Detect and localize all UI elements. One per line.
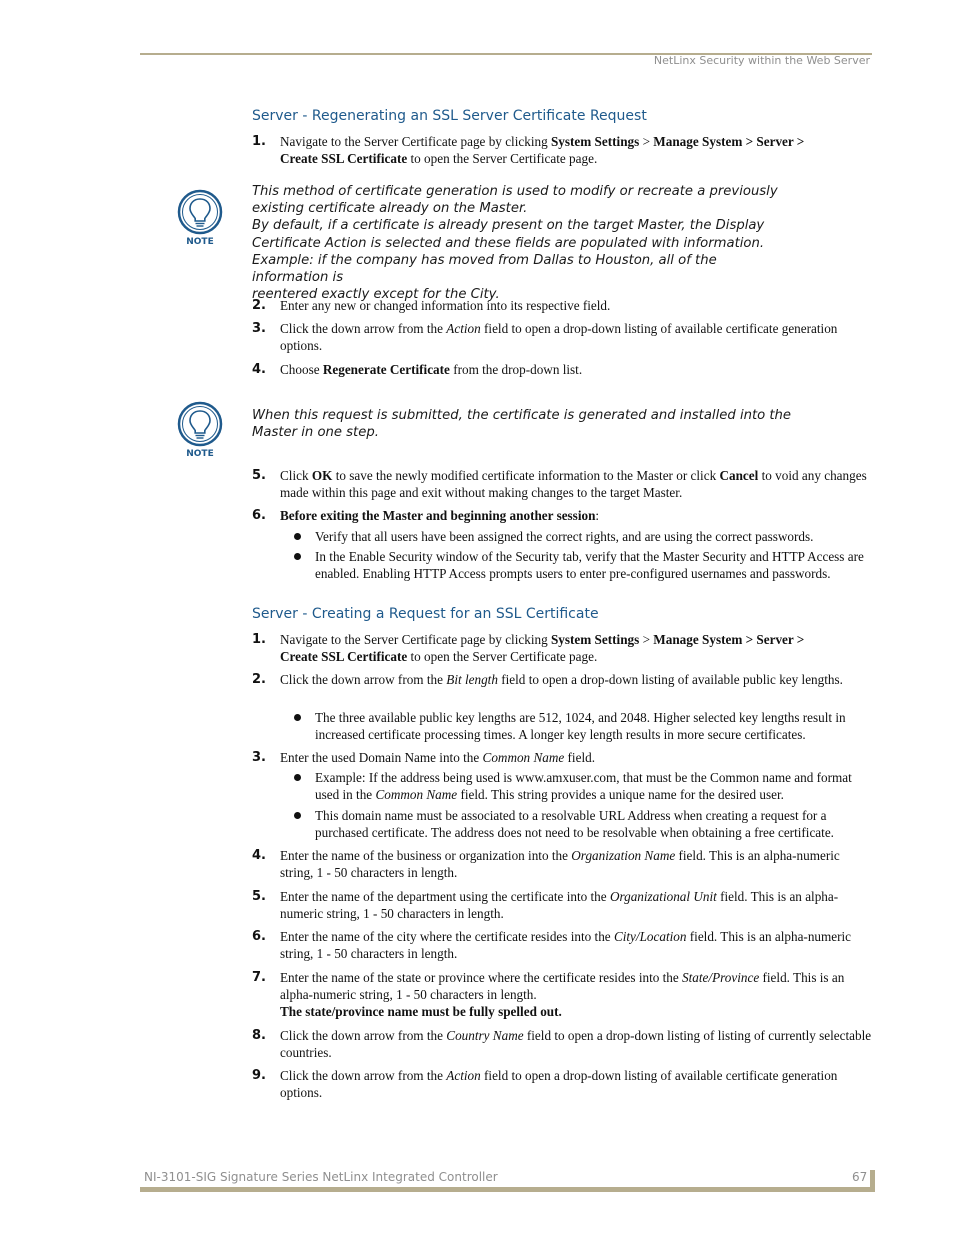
note-text-1 bbox=[252, 183, 792, 303]
step-number: 5. bbox=[252, 468, 266, 483]
step-text: Enter the name of the business or organization into the Organization Name field. This is an alpha-numeric string, 1 - 50 characters in length. bbox=[280, 848, 840, 880]
step-text: Click the down arrow from the Bit length field to open a drop-down listing of available public key lengths. bbox=[280, 672, 843, 687]
step-number: 1. bbox=[252, 134, 266, 149]
step-number: 3. bbox=[252, 321, 266, 336]
note-label: NOTE bbox=[186, 449, 214, 459]
bullet-dot bbox=[294, 774, 301, 781]
step-number: 6. bbox=[252, 508, 266, 523]
footer-page-number: 67 bbox=[852, 1170, 868, 1184]
note-icon-1 bbox=[176, 188, 224, 250]
step-text: Enter any new or changed information into its respective field. bbox=[280, 298, 611, 313]
section-heading-creating: Server - Creating a Request for an SSL Certificate bbox=[252, 606, 599, 622]
step-number: 4. bbox=[252, 362, 266, 377]
note-line: existing certificate already on the Master. bbox=[252, 201, 528, 217]
running-header: NetLinx Security within the Web Server bbox=[653, 54, 870, 67]
bullet-dot bbox=[294, 533, 301, 540]
bullet-text: Verify that all users have been assigned the correct rights, and are using the correct passwords. bbox=[315, 529, 814, 544]
step-text: Before exiting the Master and beginning another session: bbox=[280, 508, 600, 523]
lightbulb-note-icon bbox=[176, 188, 224, 236]
note-line: reentered exactly except for the City. bbox=[252, 287, 500, 303]
step-text: Enter the name of the city where the certificate resides into the City/Location field. This is an alpha-numeric string, 1 - 50 characters in length. bbox=[280, 929, 852, 961]
step-text: Enter the name of the department using the certificate into the Organizational Unit field. This is an alpha-numeric string, 1 - 50 characters in length. bbox=[280, 889, 839, 921]
step-text: Enter the name of the state or province where the certificate resides into the State/Province field. This is an alpha-numeric string, 1 - 50 characters in length. The state/province name must be fully spelled out. bbox=[280, 970, 845, 1019]
footer-rule bbox=[140, 1187, 875, 1192]
note-line: Certificate Action is selected and these fields are populated with information. bbox=[252, 235, 765, 251]
step-text: Click the down arrow from the Country Name field to open a drop-down listing of listing of currently selectable countries. bbox=[280, 1028, 872, 1060]
step-number: 1. bbox=[252, 632, 266, 647]
step-number: 6. bbox=[252, 929, 266, 944]
lightbulb-note-icon bbox=[176, 400, 224, 448]
step-number: 4. bbox=[252, 848, 266, 863]
step-number: 8. bbox=[252, 1028, 266, 1043]
section-heading-regenerating: Server - Regenerating an SSL Server Certificate Request bbox=[252, 108, 647, 124]
step-text: Click OK to save the newly modified certificate information to the Master or click Cancel to void any changes made within this page and exit without making changes to the target Master. bbox=[280, 468, 867, 500]
note-line: By default, if a certificate is already present on the target Master, the Display bbox=[252, 218, 765, 234]
bullet-dot bbox=[294, 553, 301, 560]
note-label: NOTE bbox=[186, 237, 214, 247]
step-number: 5. bbox=[252, 889, 266, 904]
step-text: Navigate to the Server Certificate page by clicking System Settings > Manage System > Server > Create SSL Certificate to open the Server Certificate page. bbox=[280, 632, 805, 664]
note-line: Example: if the company has moved from Dallas to Houston, all of the information is bbox=[252, 252, 717, 286]
note-icon-2 bbox=[176, 400, 224, 462]
note-line: When this request is submitted, the certificate is generated and installed into the bbox=[252, 408, 792, 423]
note-line: Master in one step. bbox=[252, 425, 379, 441]
footer-rule-corner bbox=[870, 1170, 875, 1192]
bullet-text: Example: If the address being used is www.amxuser.com, that must be the Common name and format used in the Common Name field. This string provides a unique name for the desired user. bbox=[315, 770, 852, 802]
note-line: This method of certificate generation is used to modify or recreate a previously bbox=[252, 184, 778, 199]
note-text-2 bbox=[252, 407, 792, 441]
step-number: 2. bbox=[252, 298, 266, 313]
step-number: 3. bbox=[252, 750, 266, 765]
footer-doc-title: NI-3101-SIG Signature Series NetLinx Integrated Controller bbox=[144, 1170, 498, 1184]
step-text: Navigate to the Server Certificate page by clicking System Settings > Manage System > Server > Create SSL Certificate to open the Server Certificate page. bbox=[280, 134, 805, 166]
step-number: 9. bbox=[252, 1068, 266, 1083]
bullet-dot bbox=[294, 812, 301, 819]
bullet-text: In the Enable Security window of the Security tab, verify that the Master Security and HTTP Access are enabled. Enabling HTTP Access prompts users to enter pre-configured usernames and passwords. bbox=[315, 549, 864, 581]
step-number: 7. bbox=[252, 970, 266, 985]
bullet-text: The three available public key lengths are 512, 1024, and 2048. Higher selected key lengths result in increased certificate processing times. A longer key length results in more secure certificates. bbox=[315, 710, 846, 742]
bullet-dot bbox=[294, 714, 301, 721]
step-text: Click the down arrow from the Action field to open a drop-down listing of available certificate generation options. bbox=[280, 1068, 838, 1100]
step-text: Enter the used Domain Name into the Common Name field. bbox=[280, 750, 595, 765]
step-text: Choose Regenerate Certificate from the drop-down list. bbox=[280, 362, 583, 377]
step-text: Click the down arrow from the Action field to open a drop-down listing of available certificate generation options. bbox=[280, 321, 838, 353]
bullet-text: This domain name must be associated to a resolvable URL Address when creating a request for a purchased certificate. The address does not need to be resolvable when obtaining a free certificate. bbox=[315, 808, 834, 840]
step-number: 2. bbox=[252, 672, 266, 687]
